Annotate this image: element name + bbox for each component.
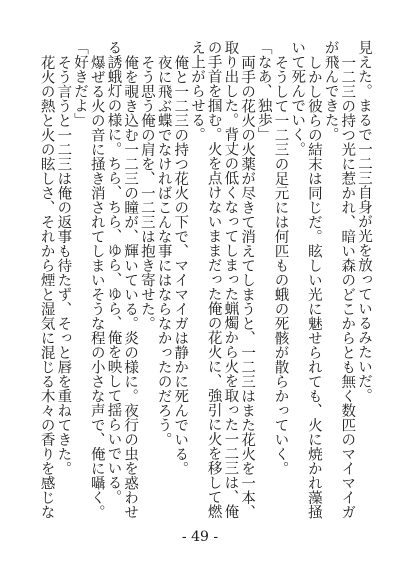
page-number: - 49 - — [181, 529, 219, 545]
text-line: の手首を掴む。火を点けないままだった俺の花火に、強引に火を移して燃 — [205, 40, 222, 519]
vertical-text-block — [38, 40, 372, 524]
text-line: 俺を覗き込む一二三の瞳が、輝いている。炎の様に。夜行の虫を惑わせ — [122, 54, 139, 519]
text-line: 見えた。まるで一二三自身が光を放っているみたいだ。 — [356, 40, 372, 403]
text-line: 取り出した。背丈の低くなってしまった蝋燭から火を取った一二三は、俺 — [222, 40, 239, 519]
dialogue-line: 「好きだよ」 — [72, 40, 89, 127]
text-line: 夜に飛ぶ蝶でなければこんな事にはならなかったのだろう。 — [155, 54, 172, 446]
text-line: 一二三の持つ光に惹かれ、暗い森のどこからとも無く数匹のマイマイガ — [339, 54, 356, 519]
text-line: 俺と一二三の持つ花火の下で、マイマイガは静かに死んでいる。 — [172, 54, 189, 475]
text-line: そうして一二三の足元には何匹もの蛾の死骸が散らかっていく。 — [272, 54, 289, 475]
text-line: そう言うと一二三は俺の返事も待たず、そっと唇を重ねてきた。 — [55, 54, 72, 475]
dialogue-line: 「なあ、独歩」 — [255, 40, 272, 142]
text-line: る誘蛾灯の様に。ちら、ちら、ゆら、ゆら、俺を映して揺らいでいる。 — [105, 40, 122, 504]
text-line: 花火の熱と火の眩しさ、それから煙と湿気に混じる木々の香りを感じな — [38, 54, 55, 519]
text-line: しかし彼らの結末は同じだ。眩しい光に魅せられても、火に焼かれ藻掻 — [305, 54, 322, 519]
text-line: そう思う俺の肩を、一二三は抱き寄せた。 — [138, 54, 155, 330]
text-line: え上がらせる。 — [188, 40, 205, 142]
text-line: 両手の花火の火薬が尽きて消えてしまうと、一二三はまた花火を一本、 — [239, 54, 256, 519]
text-line: 爆ぜる火の音に掻き消されてしまいそうな程の小さな声で、俺に囁く。 — [88, 54, 105, 519]
text-line: が飛んできた。 — [322, 40, 339, 142]
text-line: いて死んでいく。 — [289, 40, 306, 156]
